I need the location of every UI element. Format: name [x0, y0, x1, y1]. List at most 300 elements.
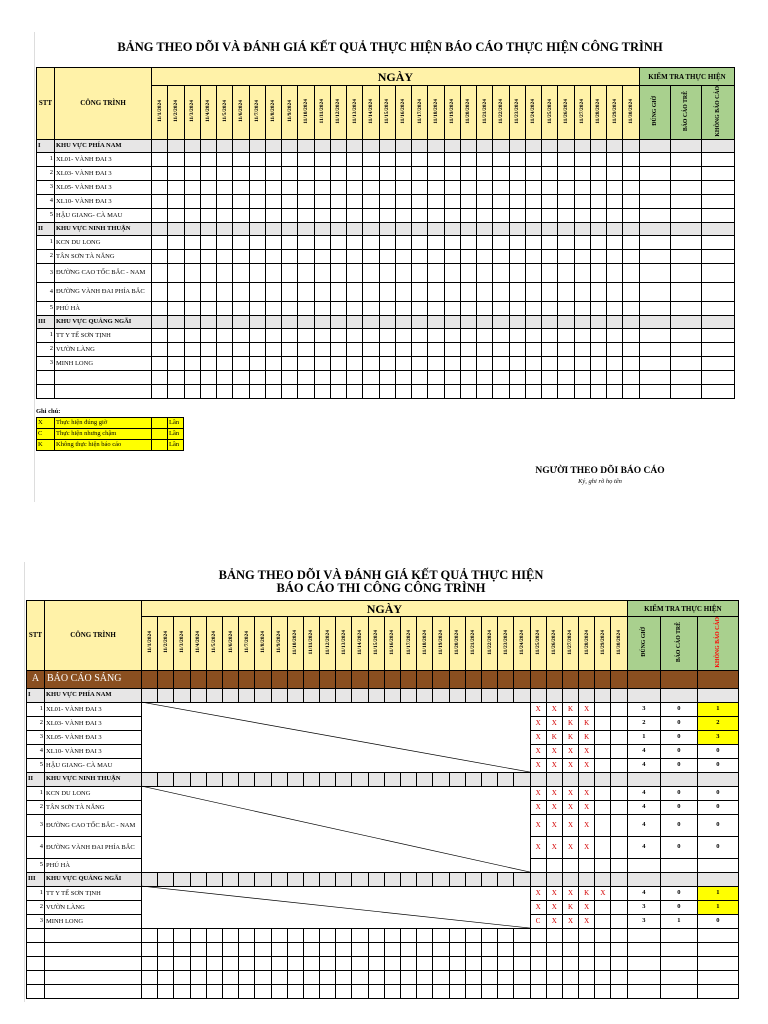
day-cell [611, 688, 627, 702]
date-header [579, 617, 595, 671]
day-cell [379, 180, 395, 194]
day-cell [611, 886, 627, 900]
day-cell [590, 166, 606, 180]
date-header [158, 617, 174, 671]
day-cell [152, 301, 168, 315]
blank-cell [660, 970, 697, 984]
day-cell [347, 194, 363, 208]
blank-cell [623, 370, 640, 384]
blank-cell [428, 384, 444, 398]
day-cell [368, 688, 384, 702]
date-label: 11/7/2024 [243, 631, 250, 654]
day-cell [558, 328, 574, 342]
blank-cell [45, 942, 142, 956]
day-cell [298, 301, 314, 315]
section-name: KHU VỰC NINH THUẬN [55, 222, 152, 235]
blank-cell [579, 970, 595, 984]
day-cell [514, 872, 530, 886]
day-cell [477, 315, 493, 328]
day-cell [330, 328, 346, 342]
day-cell [249, 139, 265, 152]
blank-cell [282, 370, 298, 384]
day-cell [363, 315, 379, 328]
day-cell [562, 688, 578, 702]
day-cell [574, 342, 590, 356]
day-cell [184, 222, 200, 235]
project-name: HẬU GIANG- CÀ MAU [55, 208, 152, 222]
blank-cell [401, 970, 417, 984]
day-cell [168, 342, 184, 356]
date-header [623, 86, 640, 140]
day-cell [697, 688, 738, 702]
date-label: 11/23/2024 [502, 629, 509, 655]
blank-cell [433, 928, 449, 942]
day-cell [265, 180, 281, 194]
section-code: II [27, 772, 45, 786]
day-cell [670, 282, 701, 301]
group-cell [530, 670, 546, 688]
blank-cell [627, 956, 660, 970]
day-cell [477, 301, 493, 315]
day-cell [314, 222, 330, 235]
day-cell [428, 342, 444, 356]
day-cell [298, 342, 314, 356]
blank-span-cell [142, 786, 531, 800]
day-cell [412, 315, 428, 328]
day-cell [525, 222, 541, 235]
day-cell [314, 139, 330, 152]
blank-cell [158, 970, 174, 984]
day-cell [168, 139, 184, 152]
day-cell [239, 772, 255, 786]
blank-cell [525, 384, 541, 398]
day-cell [607, 263, 623, 282]
group-cell [595, 670, 611, 688]
blank-span-cell [142, 886, 531, 900]
page-edge-line [24, 562, 25, 1002]
blank-cell [142, 984, 158, 998]
row-number: 4 [27, 744, 45, 758]
day-cell [395, 342, 411, 356]
mark-cell: X [579, 914, 595, 928]
blank-cell [595, 928, 611, 942]
day-cell [152, 152, 168, 166]
day-cell [428, 139, 444, 152]
day-cell [460, 282, 476, 301]
day-cell [217, 356, 233, 370]
blank-cell [611, 970, 627, 984]
project-name: XL01- VÀNH ĐAI 3 [45, 702, 142, 716]
date-header [509, 86, 525, 140]
day-cell [611, 858, 627, 872]
date-header [611, 617, 627, 671]
blank-cell [530, 942, 546, 956]
blank-cell [401, 984, 417, 998]
day-cell [217, 180, 233, 194]
day-cell [428, 222, 444, 235]
day-cell [697, 872, 738, 886]
day-cell [590, 328, 606, 342]
date-header [200, 86, 216, 140]
day-cell [314, 249, 330, 263]
blank-cell [639, 370, 670, 384]
day-cell [701, 301, 735, 315]
blank-cell [460, 384, 476, 398]
blank-cell [611, 956, 627, 970]
project-name: TÂN SƠN TÀ NĂNG [55, 249, 152, 263]
day-cell [347, 139, 363, 152]
day-cell [233, 208, 249, 222]
day-cell [314, 282, 330, 301]
count-cell: 0 [697, 786, 738, 800]
blank-cell [336, 928, 352, 942]
day-cell [444, 166, 460, 180]
mark-cell: X [546, 886, 562, 900]
date-header [395, 86, 411, 140]
day-cell [314, 166, 330, 180]
date-header [255, 617, 271, 671]
blank-cell [465, 970, 481, 984]
day-cell [607, 356, 623, 370]
blank-cell [287, 984, 303, 998]
day-cell [200, 282, 216, 301]
day-cell [152, 180, 168, 194]
count-cell: 0 [660, 900, 697, 914]
day-cell [460, 249, 476, 263]
day-cell [579, 772, 595, 786]
day-cell [623, 180, 640, 194]
date-header [168, 86, 184, 140]
day-cell [314, 194, 330, 208]
day-cell [465, 772, 481, 786]
day-cell [639, 328, 670, 342]
section-code: III [27, 872, 45, 886]
day-cell [558, 208, 574, 222]
blank-cell [477, 384, 493, 398]
day-cell [542, 152, 558, 166]
day-cell [395, 180, 411, 194]
date-label: 11/5/2024 [211, 631, 218, 654]
note-desc: Thực hiện đúng giờ [55, 418, 152, 429]
blank-cell [330, 384, 346, 398]
notes-block [36, 408, 184, 451]
blank-cell [395, 370, 411, 384]
row-number: 5 [37, 301, 55, 315]
blank-cell [368, 956, 384, 970]
day-cell [412, 152, 428, 166]
mark-cell: X [579, 800, 595, 814]
day-cell [233, 166, 249, 180]
mark-cell [595, 702, 611, 716]
day-cell [670, 152, 701, 166]
count-cell: 0 [697, 914, 738, 928]
date-label: 11/16/2024 [389, 629, 396, 655]
day-cell [477, 235, 493, 249]
day-cell [249, 166, 265, 180]
day-cell [249, 194, 265, 208]
date-label: 11/20/2024 [465, 98, 472, 124]
day-cell [363, 249, 379, 263]
day-cell [477, 263, 493, 282]
day-cell [493, 139, 509, 152]
group-code: A [27, 670, 45, 688]
day-cell [249, 328, 265, 342]
day-cell [347, 222, 363, 235]
blank-cell [574, 370, 590, 384]
day-cell [249, 249, 265, 263]
day-cell [282, 315, 298, 328]
blank-cell [352, 942, 368, 956]
day-cell [477, 282, 493, 301]
group-cell [401, 670, 417, 688]
blank-cell [239, 928, 255, 942]
day-cell [320, 688, 336, 702]
mark-cell: X [546, 814, 562, 836]
day-cell [190, 688, 206, 702]
blank-cell [200, 384, 216, 398]
day-cell [379, 139, 395, 152]
day-cell [623, 166, 640, 180]
day-cell [347, 249, 363, 263]
day-cell [255, 688, 271, 702]
day-cell [498, 688, 514, 702]
blank-cell [542, 370, 558, 384]
day-cell [670, 342, 701, 356]
day-cell [509, 235, 525, 249]
day-cell [412, 328, 428, 342]
blank-cell [206, 956, 222, 970]
sheet1-table [36, 67, 735, 399]
date-label: 11/23/2024 [514, 98, 521, 124]
day-cell [384, 872, 400, 886]
day-cell [558, 249, 574, 263]
date-label: 11/28/2024 [595, 98, 602, 124]
day-cell [623, 194, 640, 208]
blank-cell [206, 970, 222, 984]
blank-cell [303, 970, 319, 984]
day-cell [168, 282, 184, 301]
day-cell [363, 208, 379, 222]
day-cell [514, 772, 530, 786]
mark-cell: X [546, 914, 562, 928]
day-cell [152, 222, 168, 235]
day-cell [217, 315, 233, 328]
day-cell [444, 235, 460, 249]
blank-cell [222, 956, 238, 970]
day-cell [574, 152, 590, 166]
count-cell: 0 [660, 786, 697, 800]
day-cell [314, 152, 330, 166]
day-cell [222, 688, 238, 702]
count-cell: 1 [697, 886, 738, 900]
row-number: 5 [27, 758, 45, 772]
day-cell [595, 772, 611, 786]
blank-cell [384, 970, 400, 984]
day-cell [493, 152, 509, 166]
blank-cell [412, 384, 428, 398]
blank-cell [384, 942, 400, 956]
day-cell [233, 263, 249, 282]
day-cell [152, 249, 168, 263]
day-cell [542, 356, 558, 370]
blank-cell [384, 984, 400, 998]
date-label: 11/27/2024 [579, 98, 586, 124]
day-cell [460, 328, 476, 342]
count-cell: 3 [697, 730, 738, 744]
day-cell [314, 328, 330, 342]
day-cell [542, 194, 558, 208]
date-label: 11/8/2024 [270, 100, 277, 123]
day-cell [607, 315, 623, 328]
day-cell [493, 356, 509, 370]
blank-cell [190, 984, 206, 998]
blank-cell [190, 970, 206, 984]
blank-cell [206, 928, 222, 942]
day-cell [525, 139, 541, 152]
day-cell [477, 342, 493, 356]
blank-cell [481, 970, 497, 984]
day-cell [670, 166, 701, 180]
project-name: MINH LONG [45, 914, 142, 928]
day-cell [449, 688, 465, 702]
day-cell [384, 688, 400, 702]
day-cell [168, 222, 184, 235]
mark-cell: X [530, 814, 546, 836]
date-label: 11/6/2024 [227, 631, 234, 654]
blank-cell [639, 384, 670, 398]
blank-cell [255, 928, 271, 942]
day-cell [444, 152, 460, 166]
day-cell [639, 282, 670, 301]
day-cell [697, 772, 738, 786]
blank-cell [255, 984, 271, 998]
day-cell [670, 301, 701, 315]
blank-cell [627, 942, 660, 956]
count-cell: 0 [697, 814, 738, 836]
day-cell [509, 315, 525, 328]
day-cell [574, 263, 590, 282]
note-code: C [37, 429, 55, 440]
blank-cell [271, 928, 287, 942]
project-name: PHÚ HÀ [55, 301, 152, 315]
blank-cell [697, 956, 738, 970]
count-cell: 0 [660, 758, 697, 772]
day-cell [168, 328, 184, 342]
day-cell [444, 208, 460, 222]
day-cell [574, 356, 590, 370]
day-cell [428, 263, 444, 282]
mark-cell: X [579, 786, 595, 800]
day-cell [200, 342, 216, 356]
blank-cell [465, 956, 481, 970]
day-cell [477, 249, 493, 263]
day-cell [611, 836, 627, 858]
date-header [493, 86, 509, 140]
group-cell [611, 670, 627, 688]
blank-cell [336, 984, 352, 998]
day-cell [509, 328, 525, 342]
day-cell [465, 872, 481, 886]
blank-cell [174, 942, 190, 956]
day-cell [660, 772, 697, 786]
day-cell [623, 208, 640, 222]
day-cell [314, 356, 330, 370]
date-label: 11/13/2024 [340, 629, 347, 655]
day-cell [542, 263, 558, 282]
day-cell [168, 194, 184, 208]
blank-cell [222, 970, 238, 984]
group-cell [417, 670, 433, 688]
day-cell [558, 194, 574, 208]
day-cell [590, 208, 606, 222]
day-cell [233, 301, 249, 315]
note-unit: Lần [168, 418, 184, 429]
date-header [530, 617, 546, 671]
mark-cell: X [579, 744, 595, 758]
day-cell [184, 263, 200, 282]
blank-cell [303, 942, 319, 956]
date-label: 11/10/2024 [302, 98, 309, 124]
day-cell [465, 688, 481, 702]
day-cell [525, 328, 541, 342]
count-cell: 4 [627, 836, 660, 858]
date-header [298, 86, 314, 140]
day-cell [206, 772, 222, 786]
day-cell [639, 208, 670, 222]
day-cell [590, 222, 606, 235]
date-header [574, 86, 590, 140]
day-cell [590, 194, 606, 208]
blank-cell [347, 370, 363, 384]
group-cell [660, 670, 697, 688]
blank-cell [498, 942, 514, 956]
day-cell [347, 263, 363, 282]
day-cell [152, 282, 168, 301]
mark-cell [562, 858, 578, 872]
day-cell [347, 342, 363, 356]
day-cell [574, 166, 590, 180]
count-cell: 0 [660, 836, 697, 858]
blank-cell [27, 942, 45, 956]
day-cell [417, 772, 433, 786]
date-header [233, 86, 249, 140]
day-cell [282, 152, 298, 166]
day-cell [611, 786, 627, 800]
day-cell [152, 356, 168, 370]
blank-cell [525, 370, 541, 384]
day-cell [200, 152, 216, 166]
date-header [352, 617, 368, 671]
check-header [639, 86, 670, 140]
day-cell [623, 235, 640, 249]
date-header [314, 86, 330, 140]
day-cell [233, 180, 249, 194]
count-cell [697, 858, 738, 872]
day-cell [200, 166, 216, 180]
day-cell [460, 152, 476, 166]
date-label: 11/18/2024 [432, 98, 439, 124]
group-cell [239, 670, 255, 688]
date-label: 11/17/2024 [416, 98, 423, 124]
day-cell [590, 139, 606, 152]
day-cell [152, 166, 168, 180]
day-cell [222, 872, 238, 886]
blank-cell [37, 370, 55, 384]
project-name: XL03- VÀNH ĐAI 3 [55, 166, 152, 180]
project-name: TT Y TẾ SƠN TỊNH [55, 328, 152, 342]
day-cell [607, 152, 623, 166]
blank-cell [320, 942, 336, 956]
